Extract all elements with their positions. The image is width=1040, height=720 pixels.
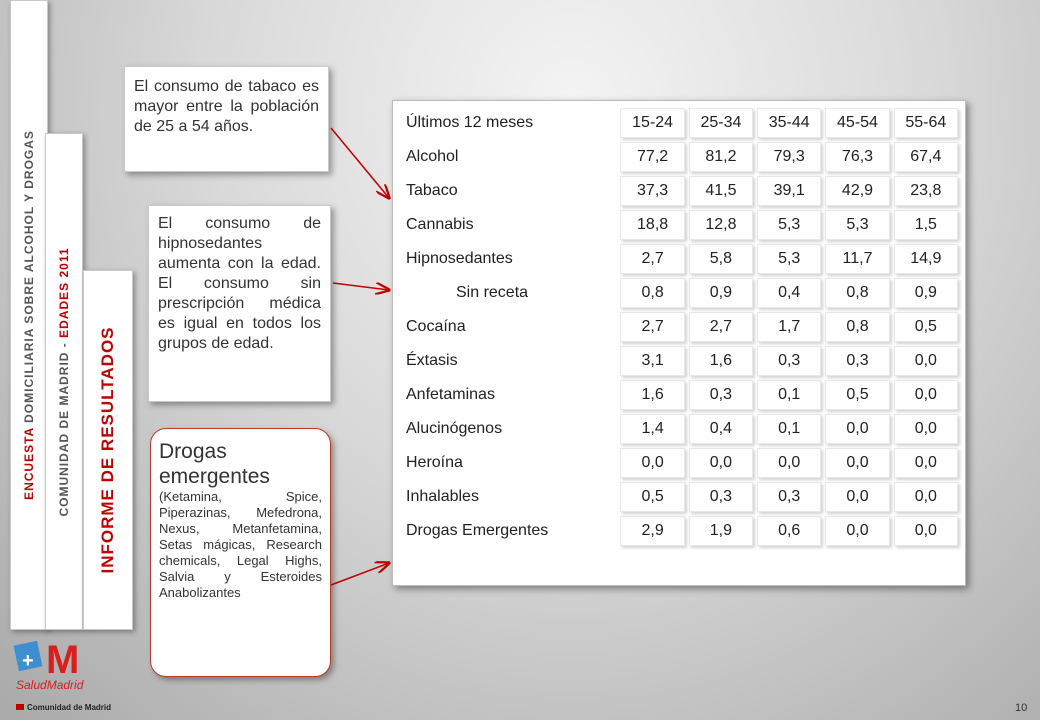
table-cell: 1,6: [689, 346, 753, 376]
table-cell: 0,0: [894, 380, 958, 410]
table-cell: 5,3: [825, 210, 889, 240]
table-cell: 41,5: [689, 176, 753, 206]
table-cell: 14,9: [894, 244, 958, 274]
table-cell: 2,9: [620, 516, 684, 546]
arrow-tabaco: [331, 128, 389, 198]
svg-text:+: +: [22, 650, 34, 672]
table-cell: 0,8: [620, 278, 684, 308]
table-row: [400, 142, 958, 172]
table-cell: 3,1: [620, 346, 684, 376]
table-row-label: Hipnosedantes: [406, 250, 513, 267]
salud-madrid-logo: [12, 635, 108, 693]
callout-emergentes-title: Drogas emergentes: [159, 440, 270, 488]
table-row-label: Inhalables: [406, 488, 479, 505]
consumption-table: [396, 104, 962, 550]
table-cell: 1,9: [689, 516, 753, 546]
table-cell: 39,1: [757, 176, 821, 206]
table-cell: 0,0: [825, 448, 889, 478]
table-cell: 79,3: [757, 142, 821, 172]
table-cell: 5,3: [757, 244, 821, 274]
table-cell: 2,7: [620, 244, 684, 274]
table-cell: 18,8: [620, 210, 684, 240]
table-cell: 0,3: [689, 482, 753, 512]
table-row: [400, 414, 958, 444]
table-row-label: Alcohol: [406, 148, 459, 165]
table-cell: 11,7: [825, 244, 889, 274]
table-row-label: Éxtasis: [406, 352, 458, 369]
table-row-label: Tabaco: [406, 182, 458, 199]
table-row: [400, 210, 958, 240]
table-cell: 5,3: [757, 210, 821, 240]
table-cell: 0,8: [825, 278, 889, 308]
table-row: [400, 346, 958, 376]
table-cell: 0,0: [894, 414, 958, 444]
logo-brand: SaludMadrid: [16, 678, 84, 692]
table-cell: 0,0: [894, 346, 958, 376]
banner-comunidad-separator: -: [57, 341, 71, 347]
logo-mark: M: [46, 638, 80, 682]
page-number: 10: [1015, 702, 1028, 714]
banner-encuesta-label: ENCUESTA: [22, 427, 36, 500]
table-row: [400, 244, 958, 274]
table-row-label: Cannabis: [406, 216, 474, 233]
table-cell: 0,1: [757, 380, 821, 410]
table-cell: 0,8: [825, 312, 889, 342]
table-cell: 0,5: [894, 312, 958, 342]
table-cell: 12,8: [689, 210, 753, 240]
table-row: [400, 482, 958, 512]
table-cell: 0,5: [620, 482, 684, 512]
table-cell: 67,4: [894, 142, 958, 172]
table-cell: 81,2: [689, 142, 753, 172]
table-row: [400, 380, 958, 410]
table-cell: 0,1: [757, 414, 821, 444]
logo-organization: [16, 703, 111, 712]
banner-comunidad-label: COMUNIDAD DE MADRID: [57, 351, 71, 517]
arrow-hipnosedantes: [333, 283, 389, 290]
table-header-cell: 55-64: [894, 108, 958, 138]
table-row: [400, 278, 958, 308]
table-cell: 23,8: [894, 176, 958, 206]
table-cell: 2,7: [620, 312, 684, 342]
table-cell: 0,4: [757, 278, 821, 308]
table-row: [400, 176, 958, 206]
table-cell: 0,6: [757, 516, 821, 546]
banner-encuesta-subtitle: DOMICILIARIA SOBRE ALCOHOL Y DROGAS: [22, 130, 36, 423]
table-row: [400, 448, 958, 478]
table-cell: 1,4: [620, 414, 684, 444]
table-cell: 0,3: [757, 346, 821, 376]
callout-hipnosedantes: El consumo de hipnosedantes aumenta con la edad. El consumo sin prescripción médica es igual en todos los grupos de edad.: [148, 205, 331, 402]
table-row-label: Anfetaminas: [406, 386, 495, 403]
table-cell: 0,0: [689, 448, 753, 478]
table-cell: 0,0: [825, 482, 889, 512]
table-cell: 0,4: [689, 414, 753, 444]
banner-informe-label: INFORME DE RESULTADOS: [98, 326, 117, 574]
table-cell: 0,0: [894, 516, 958, 546]
table-row: [400, 516, 958, 546]
table-header-cell: 15-24: [620, 108, 684, 138]
table-cell: 0,9: [894, 278, 958, 308]
table-cell: 76,3: [825, 142, 889, 172]
table-cell: 0,0: [894, 448, 958, 478]
arrow-emergentes: [331, 563, 389, 585]
table-row-label: Cocaína: [406, 318, 466, 335]
table-cell: 1,6: [620, 380, 684, 410]
table-cell: 37,3: [620, 176, 684, 206]
table-cell: 1,5: [894, 210, 958, 240]
table-header-cell: 45-54: [825, 108, 889, 138]
consumption-table-panel: [392, 100, 966, 586]
table-cell: 77,2: [620, 142, 684, 172]
table-header-cell: Últimos 12 meses: [406, 114, 534, 131]
table-cell: 5,8: [689, 244, 753, 274]
table-cell: 0,0: [825, 414, 889, 444]
table-header-cell: 25-34: [689, 108, 753, 138]
table-cell: 0,3: [825, 346, 889, 376]
table-cell: 42,9: [825, 176, 889, 206]
table-header-cell: 35-44: [757, 108, 821, 138]
flag-icon: [16, 704, 24, 710]
callout-tabaco: El consumo de tabaco es mayor entre la población de 25 a 54 años.: [124, 66, 329, 172]
table-row-label: Heroína: [406, 454, 463, 471]
callout-emergentes-body: (Ketamina, Spice, Piperazinas, Mefedrona, Nexus, Metanfetamina, Setas mágicas, Research chemicals, Legal Highs, Salvia y Esteroides Anabolizantes: [159, 489, 322, 600]
table-cell: 0,3: [757, 482, 821, 512]
table-cell: 0,5: [825, 380, 889, 410]
table-row-label: Alucinógenos: [406, 420, 503, 437]
table-cell: 2,7: [689, 312, 753, 342]
table-cell: 0,0: [757, 448, 821, 478]
table-cell: 0,9: [689, 278, 753, 308]
logo-org-label: Comunidad de Madrid: [27, 703, 111, 712]
table-cell: 0,0: [825, 516, 889, 546]
table-cell: 0,3: [689, 380, 753, 410]
table-header-row: [400, 108, 958, 138]
banner-comunidad-edades: EDADES 2011: [57, 246, 71, 338]
table-row-label: Sin receta: [456, 284, 529, 301]
table-cell: 1,7: [757, 312, 821, 342]
table-row-label: Drogas Emergentes: [406, 522, 549, 539]
table-cell: 0,0: [620, 448, 684, 478]
table-cell: 0,0: [894, 482, 958, 512]
table-row: [400, 312, 958, 342]
